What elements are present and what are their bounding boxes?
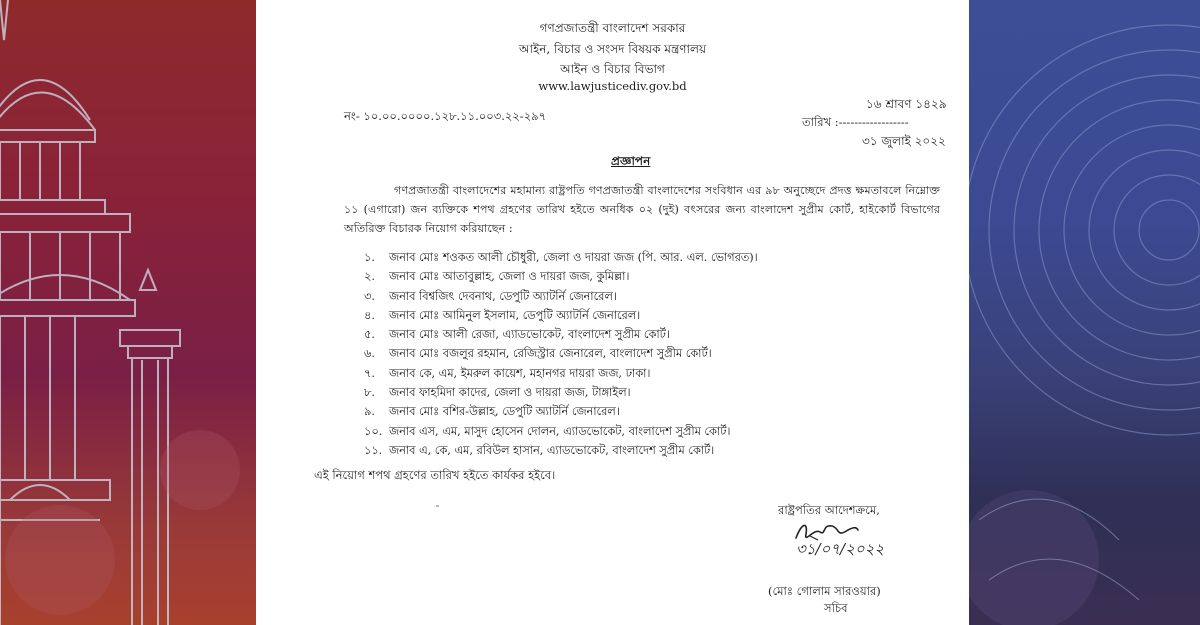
list-item — [364, 344, 758, 363]
list-item-text: জনাব এস, এম, মাসুদ হোসেন দোলন, এ্যাডভোকেট, বাংলাদেশ সুপ্রীম কোর্ট। — [389, 424, 731, 438]
list-item-text: জনাব মোঃ বশির-উল্লাহ, ডেপুটি অ্যাটর্নি জেনারেল। — [389, 405, 620, 419]
notification-heading: প্রজ্ঞাপন — [611, 154, 651, 168]
list-item-text: জনাব মোঃ শওকত আলী চৌধুরী, জেলা ও দায়রা জজ (পি. আর. এল. ভোগরত)। — [389, 251, 758, 264]
signatory-name: (মোঃ গোলাম সারওয়ার) — [768, 584, 881, 598]
division-name: আইন ও বিচার বিভাগ — [560, 62, 665, 76]
date-label: তারিখ :------------------ — [802, 115, 909, 129]
notification-body: গণপ্রজাতন্ত্রী বাংলাদেশের মহামান্য রাষ্ট্রপতি গণপ্রজাতন্ত্রী বাংলাদেশের সংবিধান এর ৯৮ অনুচ্ছেদে প্রদত্ত ক্ষমতাবলে নিম্নোক্ত ১১ (এগারো) জন ব্যক্তিকে শপথ গ্রহণের তারিখ হইতে অনধিক ০২ (দুই) বৎসরের জন্য বাংলাদেশ সুপ্রীম কোর্ট, হাইকোর্ট বিভাগের অতিরিক্ত বিচারক নিয়োগ করিয়াছেন : — [344, 184, 940, 235]
list-item-text: জনাব মোঃ আলী রেজা, এ্যাডভোকেট, বাংলাদেশ সুপ্রীম কোর্ট। — [389, 328, 670, 342]
list-item-text: জনাব মোঃ আতাবুল্লাহ, জেলা ও দায়রা জজ, কুমিল্লা। — [389, 270, 630, 284]
list-item-number: ৭. — [364, 366, 375, 380]
list-item-number: ৬. — [364, 347, 375, 361]
right-decorative-panel — [969, 0, 1200, 625]
list-item — [364, 364, 758, 383]
list-item-text: জনাব মোঃ বজলুর রহমান, রেজিস্ট্রার জেনারেল, বাংলাদেশ সুপ্রীম কোর্ট। — [389, 347, 712, 361]
gazette-document — [256, 0, 969, 625]
list-item-number: ৩. — [364, 289, 375, 303]
building-illustration — [0, 0, 256, 625]
date-english: ৩১ জুলাই ২০২২ — [862, 134, 946, 148]
list-item — [364, 325, 758, 344]
list-item — [364, 306, 758, 325]
signatory-designation: সচিব — [824, 601, 848, 615]
list-item-number: ৮. — [364, 386, 375, 400]
list-item — [364, 267, 758, 286]
scan-speck — [436, 505, 439, 507]
concentric-rings-pattern — [969, 0, 1200, 625]
list-item — [364, 383, 758, 402]
list-item-text: জনাব ফাহমিদা কাদের, জেলা ও দায়রা জজ, টাঙ্গাইল। — [389, 386, 631, 400]
list-item-number: ৪. — [364, 308, 375, 322]
ministry-name: আইন, বিচার ও সংসদ বিষয়ক মন্ত্রণালয় — [518, 42, 707, 56]
government-name: গণপ্রজাতন্ত্রী বাংলাদেশ সরকার — [539, 21, 686, 35]
memo-number: নং- ১০.০০.০০০০.১২৮.১১.০০৩.২২-২৯৭ — [344, 109, 547, 123]
list-item-number: ১. — [364, 251, 375, 264]
list-item-number: ১১. — [364, 443, 383, 457]
list-item — [364, 441, 758, 460]
list-item — [364, 422, 758, 441]
left-decorative-panel — [0, 0, 256, 625]
website-link[interactable]: www.lawjusticediv.gov.bd — [538, 79, 687, 93]
list-item — [364, 287, 758, 306]
list-item-text: জনাব মোঃ আমিনুল ইসলাম, ডেপুটি অ্যাটর্নি জেনারেল। — [389, 308, 641, 322]
signature-date: ৩১/০৭/২০২২ — [796, 540, 885, 558]
list-item — [364, 248, 758, 267]
effective-note: এই নিয়োগ শপথ গ্রহণের তারিখ হইতে কার্যকর হইবে। — [314, 468, 556, 482]
appointee-list — [364, 248, 758, 460]
list-item — [364, 402, 758, 421]
list-item-text: জনাব কে, এম, ইমরুল কায়েশ, মহানগর দায়রা জজ, ঢাকা। — [389, 366, 651, 380]
date-bangla: ১৬ শ্রাবণ ১৪২৯ — [866, 97, 947, 111]
list-item-text: জনাব এ, কে, এম, রবিউল হাসান, এ্যাডভোকেট, বাংলাদেশ সুপ্রীম কোর্ট। — [389, 443, 715, 457]
list-item-number: ৫. — [364, 328, 375, 342]
list-item-number: ১০. — [364, 424, 383, 438]
list-item-text: জনাব বিশ্বজিৎ দেবনাথ, ডেপুটি অ্যাটর্নি জেনারেল। — [389, 289, 617, 303]
list-item-number: ২. — [364, 270, 375, 284]
order-line: রাষ্ট্রপতির আদেশক্রমে, — [778, 503, 880, 517]
list-item-number: ৯. — [364, 405, 375, 419]
